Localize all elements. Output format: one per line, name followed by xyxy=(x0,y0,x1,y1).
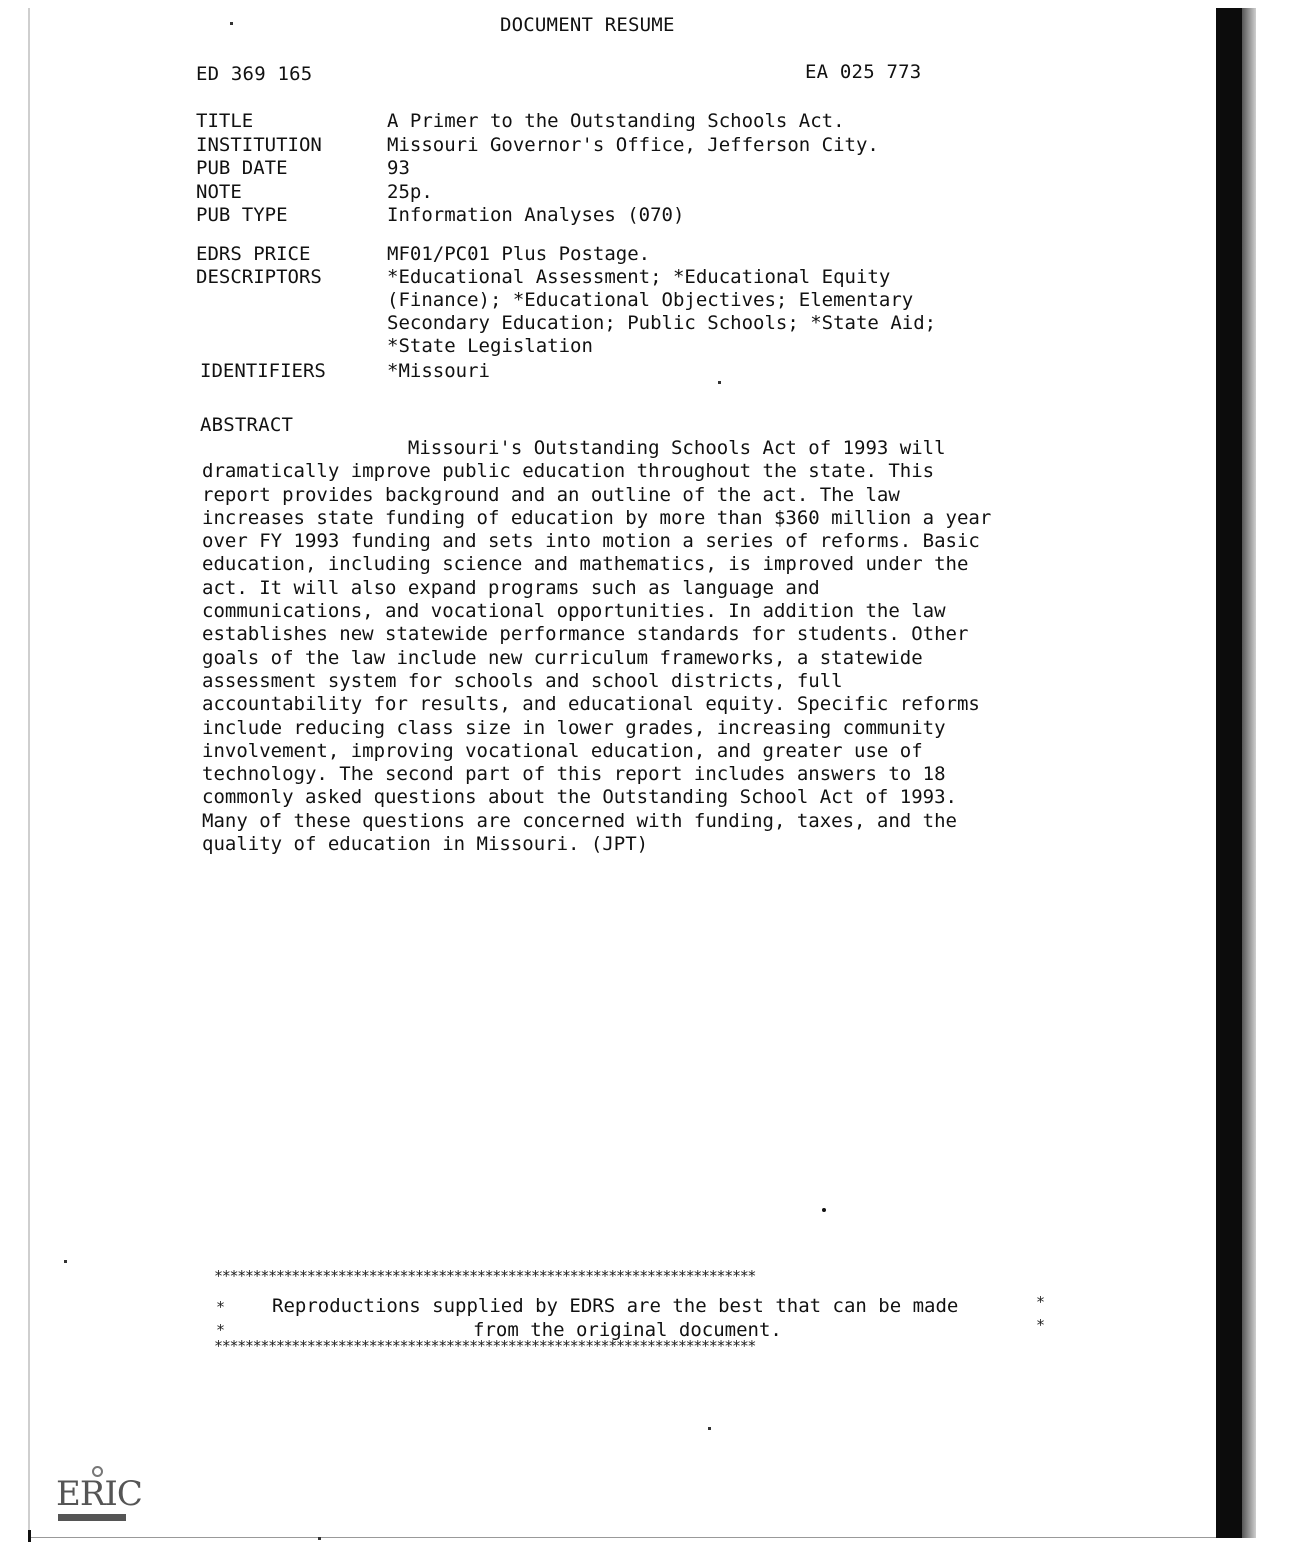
field-label: PUB DATE xyxy=(196,157,288,179)
ea-number: EA 025 773 xyxy=(805,61,922,83)
footer-border-bottom: ********************************************************************** xyxy=(214,1337,756,1355)
field-label: TITLE xyxy=(196,110,254,132)
document-title: DOCUMENT RESUME xyxy=(500,14,675,36)
eric-logo-text: ERIC xyxy=(56,1474,142,1514)
field-value: 25p. xyxy=(387,180,433,203)
abstract-label: ABSTRACT xyxy=(200,414,294,436)
footer-side-star: * xyxy=(216,1321,226,1339)
ed-number: ED 369 165 xyxy=(196,63,313,85)
scan-left-mark xyxy=(28,1530,31,1542)
scan-bottom-rule xyxy=(28,1537,1216,1538)
footer-line-2: from the original document. xyxy=(473,1319,782,1341)
field-label: DESCRIPTORS xyxy=(196,266,322,288)
scan-speck xyxy=(822,1208,826,1212)
footer-side-star: * xyxy=(1036,1316,1046,1334)
field-label: IDENTIFIERS xyxy=(200,360,326,382)
field-value: Missouri Governor's Office, Jefferson City. xyxy=(387,133,879,156)
scan-edge-fade xyxy=(1242,8,1256,1538)
scan-speck xyxy=(230,22,233,25)
field-value: *Missouri xyxy=(387,360,490,382)
field-value: MF01/PC01 Plus Postage. xyxy=(387,242,651,265)
field-value: 93 xyxy=(387,157,410,179)
scan-speck xyxy=(318,1537,321,1540)
footer-side-star: * xyxy=(1036,1293,1046,1311)
eric-logo xyxy=(56,1466,142,1528)
scan-speck xyxy=(718,381,721,384)
field-label: NOTE xyxy=(196,180,242,203)
scan-speck xyxy=(708,1427,711,1430)
scan-speck xyxy=(64,1260,67,1263)
field-label: PUB TYPE xyxy=(196,204,288,226)
abstract-text: Missouri's Outstanding Schools Act of 1993 will dramatically improve public education throughout the state. This report provides background and an outline of the act. The law increases state funding of education by more than $360 million a year over FY 1993 funding and sets into motion a series of reforms. Basic education, including science and mathematics, is improved under the act. It will also expand programs such as language and communications, and vocational opportunities. In addition the law establishes new statewide performance standards for students. Other goals of the law include new curriculum frameworks, a statewide assessment system for schools and school districts, full accountability for results, and educational equity. Specific reforms include reducing class size in lower grades, increasing community involvement, improving vocational education, and greater use of technology. The second part of this report includes answers to 18 commonly asked questions about the Outstanding School Act of 1993. Many of these questions are concerned with funding, taxes, and the quality of education in Missouri. (JPT) xyxy=(202,437,992,856)
footer-side-star: * xyxy=(216,1298,226,1316)
field-label: INSTITUTION xyxy=(196,133,322,156)
field-value: A Primer to the Outstanding Schools Act. xyxy=(387,110,845,132)
footer-line-1: Reproductions supplied by EDRS are the best that can be made xyxy=(272,1295,959,1317)
scan-edge-shadow xyxy=(1216,8,1242,1538)
field-value: *Educational Assessment; *Educational Equity (Finance); *Educational Objectives; Elementary Secondary Education; Public Schools; *State Aid; *State Legislation xyxy=(387,266,937,357)
field-value: Information Analyses (070) xyxy=(387,204,685,226)
field-label: EDRS PRICE xyxy=(196,242,311,265)
eric-logo-bar xyxy=(58,1514,126,1521)
footer-border-top: ********************************************************************** xyxy=(214,1267,756,1285)
